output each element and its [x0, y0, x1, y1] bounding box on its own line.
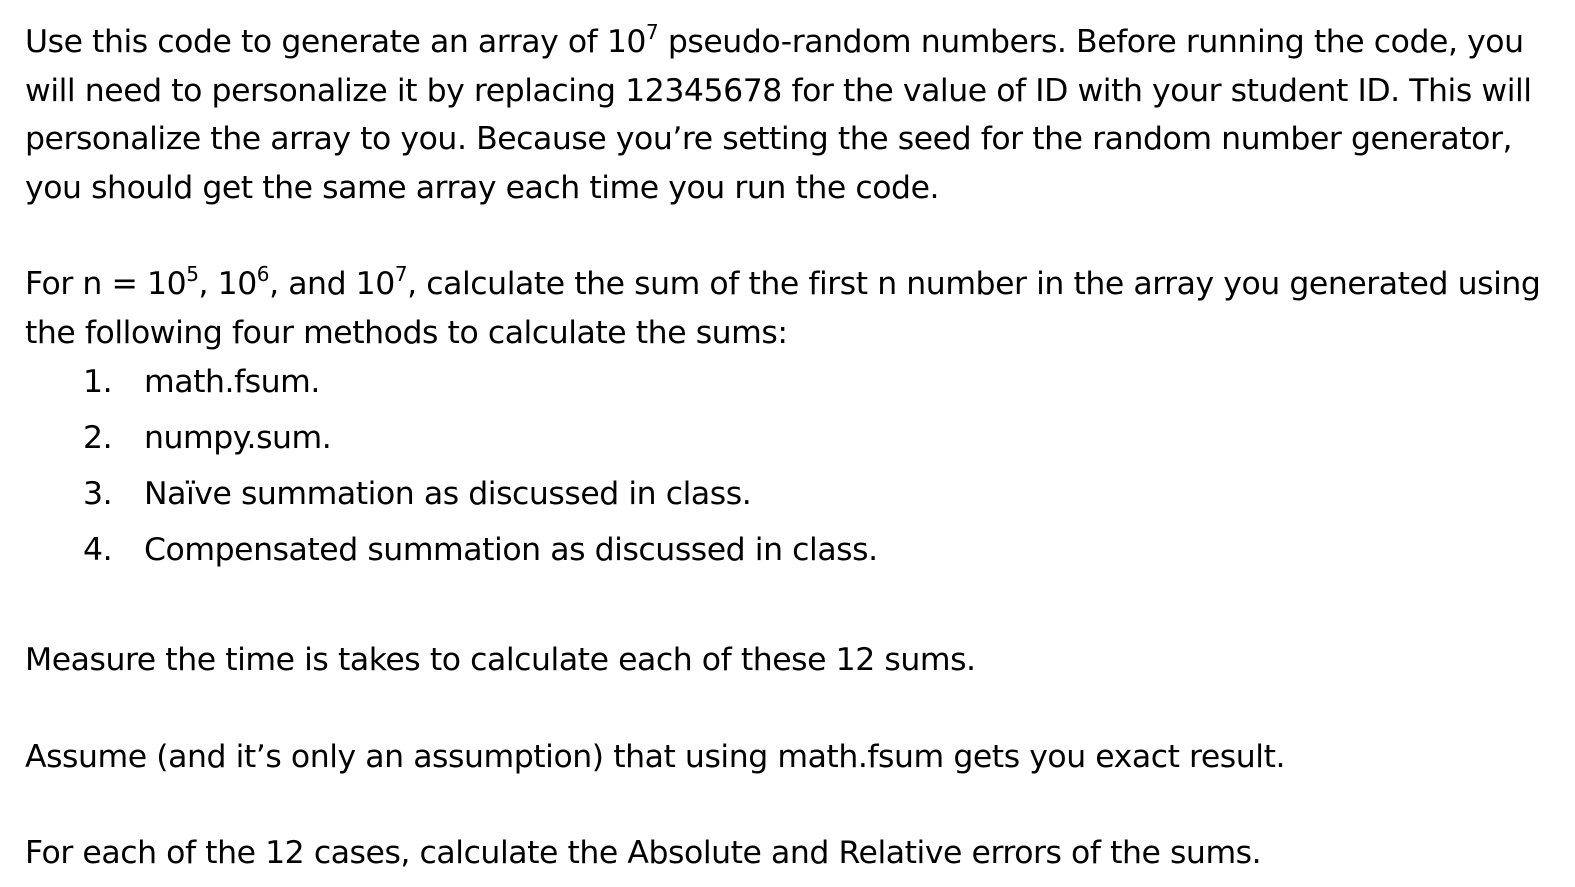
task-paragraph: [25, 260, 1570, 357]
task-text-4: , calculate the sum of the first n number in the array you generated using the following four methods to calculate the sums:: [25, 266, 1541, 351]
intro-text-start: Use this code to generate an array of 10: [25, 24, 647, 60]
list-item-number: 3.: [83, 476, 113, 512]
list-item-number: 2.: [83, 420, 113, 456]
list-item: [25, 469, 1570, 525]
intro-text-rest: pseudo-random numbers. Before running the code, you will need to personalize it by replacing 12345678 for the value of ID with your student ID. This will personalize the array to you. Because you’re setting the seed for the random number generator, you should get the same array each time you run the code.: [25, 24, 1532, 206]
exponent-7: 7: [646, 20, 659, 44]
list-item-text: Naïve summation as discussed in class.: [144, 476, 752, 512]
methods-list: [25, 357, 1570, 581]
assignment-document: [25, 18, 1570, 878]
list-item: [25, 525, 1570, 581]
list-item-text: Compensated summation as discussed in class.: [144, 532, 878, 568]
intro-paragraph: [25, 18, 1570, 212]
exponent-5: 5: [186, 262, 199, 286]
assumption-paragraph: Assume (and it’s only an assumption) that using math.fsum gets you exact result.: [25, 738, 1286, 775]
list-item-text: numpy.sum.: [144, 420, 332, 456]
errors-paragraph: For each of the 12 cases, calculate the Absolute and Relative errors of the sums.: [25, 835, 1262, 871]
task-text-3: , and 10: [269, 266, 395, 302]
list-item: [25, 357, 1570, 413]
exponent-7b: 7: [394, 262, 408, 286]
exponent-6: 6: [256, 262, 270, 286]
task-text-2: , 10: [198, 266, 257, 302]
timing-paragraph: Measure the time is takes to calculate each of these 12 sums.: [25, 642, 976, 678]
list-item-text: math.fsum.: [144, 364, 320, 400]
task-text-1: For n = 10: [25, 266, 187, 302]
list-item-number: 4.: [83, 532, 113, 568]
list-item-number: 1.: [83, 364, 113, 400]
list-item: [25, 413, 1570, 469]
